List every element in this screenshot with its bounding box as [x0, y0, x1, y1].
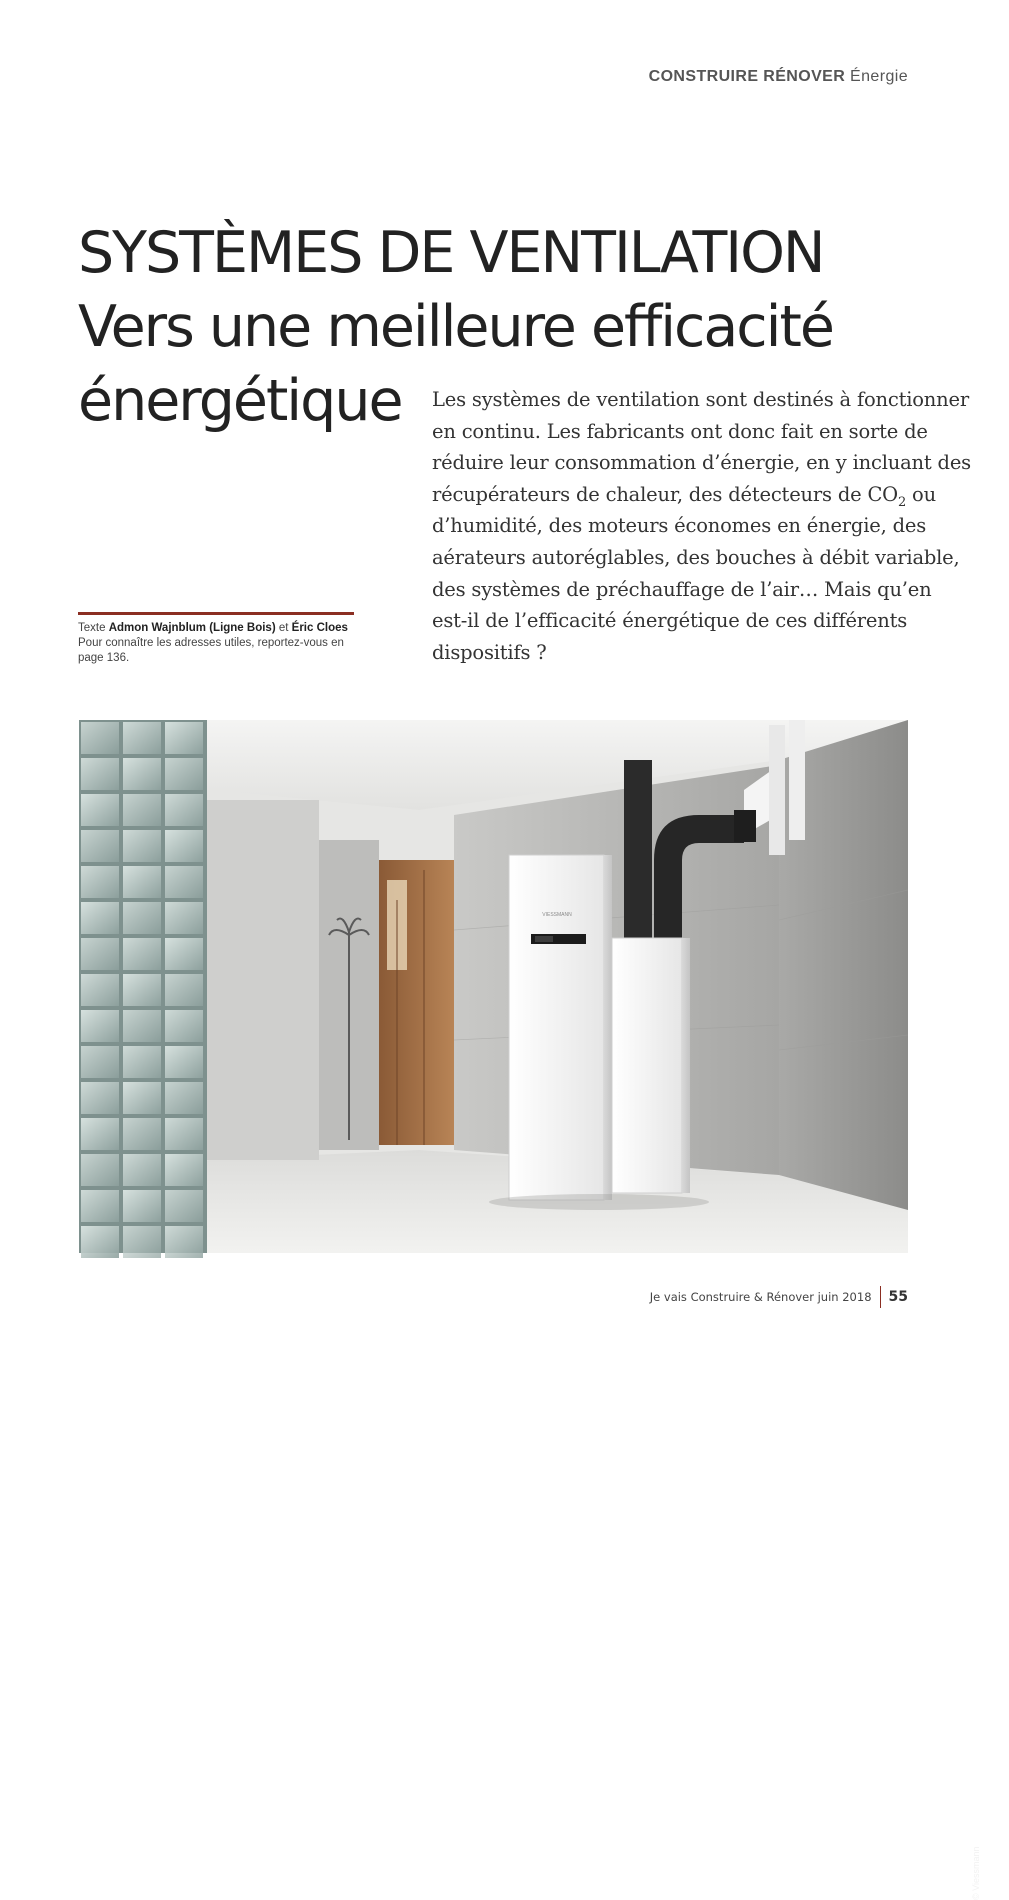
glass-block: [123, 1154, 161, 1186]
glass-block: [165, 1010, 203, 1042]
credit-prefix: Texte: [78, 622, 106, 634]
glass-block: [123, 866, 161, 898]
glass-block: [165, 722, 203, 754]
glass-block: [165, 1118, 203, 1150]
glass-block: [165, 794, 203, 826]
title-line-2: Vers une meilleure efficacité: [78, 294, 833, 360]
glass-block: [81, 974, 119, 1006]
glass-block: [81, 1154, 119, 1186]
glass-block: [81, 1010, 119, 1042]
glass-block: [81, 866, 119, 898]
glass-block: [123, 1118, 161, 1150]
glass-block: [123, 758, 161, 790]
lead-text-end: ou d’humidité, des moteurs économes en énergie, des aérateurs autoréglables, des bouches à débit variable, des systèmes de préchauffage de l’air… Mais qu’en est-il de l’efficacité énergétique de ces différents dispositifs ?: [432, 482, 960, 664]
glass-block: [123, 902, 161, 934]
photo-copyright: © Viessmann: [971, 1846, 981, 1900]
glass-block: [123, 830, 161, 862]
glass-block: [123, 794, 161, 826]
glass-block: [165, 902, 203, 934]
glass-block: [165, 1154, 203, 1186]
glass-block: [123, 974, 161, 1006]
section-header: [649, 68, 908, 86]
glass-block: [123, 1010, 161, 1042]
glass-block: [165, 1190, 203, 1222]
glass-block: [81, 1118, 119, 1150]
glass-block: [81, 1082, 119, 1114]
glass-block: [81, 794, 119, 826]
glass-block: [123, 1190, 161, 1222]
glass-block: [165, 1046, 203, 1078]
glass-block: [81, 1226, 119, 1258]
glass-block: [81, 722, 119, 754]
glass-block: [123, 938, 161, 970]
author-credit: [78, 612, 354, 666]
glass-block: [81, 902, 119, 934]
section-name: CONSTRUIRE RÉNOVER: [648, 68, 846, 85]
subsection-name: Énergie: [850, 68, 908, 85]
glass-block: [81, 830, 119, 862]
glass-block: [165, 974, 203, 1006]
lead-text-start: Les systèmes de ventilation sont destinés à fonctionner en continu. Les fabricants ont donc fait en sorte de réduire leur consommation d’énergie, en y incluant des récupérateurs de chaleur, des détecteurs de CO: [432, 388, 971, 506]
lead-subscript: 2: [897, 494, 907, 510]
unit-logo: VIESSMANN: [542, 912, 572, 918]
glass-block: [165, 1226, 203, 1258]
glass-block: [81, 1190, 119, 1222]
glass-block: [123, 1082, 161, 1114]
glass-block: [123, 1226, 161, 1258]
page-number: 55: [888, 1289, 908, 1305]
title-line-3: énergétique: [78, 368, 402, 434]
glass-block: [123, 1046, 161, 1078]
magazine-name: Je vais Construire & Rénover juin 2018: [649, 1290, 872, 1304]
glass-block: [165, 866, 203, 898]
credit-author-1: Admon Wajnblum (Ligne Bois): [108, 622, 276, 634]
glass-block: [123, 722, 161, 754]
credit-author-2: Éric Cloes: [291, 622, 348, 634]
lead-paragraph: [432, 384, 972, 668]
ventilation-room-illustration: [79, 720, 908, 1253]
glass-block: [165, 1082, 203, 1114]
page-footer: [650, 1286, 908, 1308]
title-line-1: SYSTÈMES DE VENTILATION: [78, 220, 824, 286]
credit-joiner: et: [278, 622, 289, 634]
footer-divider: [880, 1286, 881, 1308]
glass-block: [81, 758, 119, 790]
glass-block: [81, 938, 119, 970]
credit-note: Pour connaître les adresses utiles, reportez-vous en page 136.: [78, 637, 344, 664]
glass-block: [81, 1046, 119, 1078]
glass-block: [165, 830, 203, 862]
glass-block: [165, 758, 203, 790]
glass-block: [165, 938, 203, 970]
